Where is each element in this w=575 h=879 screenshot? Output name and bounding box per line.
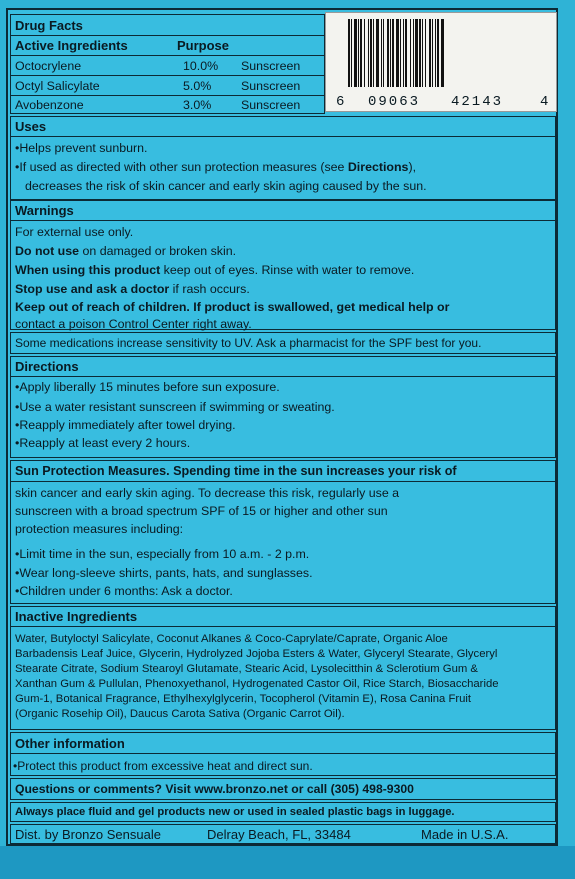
do-not-use-label: Do not use xyxy=(15,244,80,258)
barcode-bar xyxy=(373,19,374,87)
luggage-row xyxy=(10,802,556,822)
barcode-bar xyxy=(410,19,411,87)
warning-text: keep out of eyes. Rinse with water to remove. xyxy=(160,263,415,277)
barcode-bar xyxy=(400,19,401,87)
other-info-line: •Protect this product from excessive heat and direct sun. xyxy=(13,759,313,773)
barcode-bar xyxy=(429,19,431,87)
barcode-bar xyxy=(403,19,404,87)
barcode-bar xyxy=(370,19,372,87)
barcode-digits-group1: 09063 xyxy=(368,94,421,110)
direction-item: •Reapply at least every 2 hours. xyxy=(15,436,191,450)
inactive-line: (Organic Rosehip Oil), Daucus Carota Sativa (Organic Carrot Oil). xyxy=(15,708,345,720)
stop-use-label: Stop use and ask a doctor xyxy=(15,282,170,296)
barcode-bar xyxy=(413,19,414,87)
active-ingredients-table xyxy=(10,14,325,114)
keep-out-warning: Keep out of reach of children. If product is swallowed, get medical help or xyxy=(15,300,450,314)
sun-protection-item: •Limit time in the sun, especially from 10 a.m. - 2 p.m. xyxy=(15,547,310,561)
warning-line xyxy=(15,264,414,276)
warnings-section xyxy=(10,200,556,330)
barcode-bar xyxy=(358,19,359,87)
barcode-digits-group2: 42143 xyxy=(451,94,504,110)
barcode-bar xyxy=(425,19,426,87)
warning-text: on damaged or broken skin. xyxy=(79,244,237,258)
uses-line: decreases the risk of skin cancer and early skin aging caused by the sun. xyxy=(25,179,427,193)
uses-line xyxy=(15,161,416,173)
sun-protection-line: sunscreen with a broad spectrum SPF of 15 or higher and other sun xyxy=(15,504,388,518)
warning-line: For external use only. xyxy=(15,225,134,239)
sun-protection-line: skin cancer and early skin aging. To decrease this risk, regularly use a xyxy=(15,486,400,500)
ingredient-purpose: Sunscreen xyxy=(241,79,301,93)
barcode-bar xyxy=(422,19,423,87)
warning-line: contact a poison Control Center right away. xyxy=(15,317,252,331)
barcode-bar xyxy=(419,19,421,87)
ingredient-percent: 5.0% xyxy=(183,79,212,93)
barcode-bar xyxy=(390,19,391,87)
other-info-heading: Other information xyxy=(15,736,125,751)
when-using-label: When using this product xyxy=(15,263,161,277)
barcode-bar xyxy=(392,19,394,87)
ingredient-purpose: Sunscreen xyxy=(241,98,301,112)
barcode-bar xyxy=(381,19,382,87)
luggage-text: Always place fluid and gel products new or used in sealed plastic bags in luggage. xyxy=(15,806,455,818)
barcode-bar xyxy=(360,19,362,87)
directions-section xyxy=(10,356,556,458)
barcode-bar xyxy=(368,19,369,87)
ingredient-name: Octyl Salicylate xyxy=(15,79,100,93)
sun-protection-heading: Sun Protection Measures. Spending time in the sun increases your risk of xyxy=(15,464,457,478)
barcode-bar xyxy=(351,19,352,87)
sun-protection-item: •Children under 6 months: Ask a doctor. xyxy=(15,584,233,598)
drug-facts-title: Drug Facts xyxy=(15,18,83,33)
packaging-edge xyxy=(0,846,575,879)
barcode-digit-left: 6 xyxy=(336,94,345,110)
ingredient-name: Octocrylene xyxy=(15,59,82,73)
sensitivity-text: Some medications increase sensitivity to UV. Ask a pharmacist for the SPF best for you. xyxy=(15,336,482,350)
uses-section xyxy=(10,116,556,200)
ingredient-purpose: Sunscreen xyxy=(241,59,301,73)
made-in-label: Made in U.S.A. xyxy=(421,827,509,842)
barcode-bar xyxy=(396,19,399,87)
barcode-bar xyxy=(441,19,444,87)
ingredient-percent: 3.0% xyxy=(183,98,212,112)
purpose-header: Purpose xyxy=(177,38,230,53)
distributor-city: Delray Beach, FL, 33484 xyxy=(207,827,351,842)
directions-reference: Directions xyxy=(347,160,409,174)
distributor-row xyxy=(10,824,556,844)
direction-item: •Use a water resistant sunscreen if swimming or sweating. xyxy=(15,400,335,414)
inactive-line: Barbadensis Leaf Juice, Glycerin, Hydrolyzed Jojoba Esters & Water, Glyceryl Stearate, Glyceryl xyxy=(15,648,498,660)
barcode xyxy=(325,12,557,112)
sun-protection-section xyxy=(10,460,556,604)
ingredient-name: Avobenzone xyxy=(15,98,84,112)
barcode-bar xyxy=(364,19,365,87)
uses-text: ), xyxy=(408,160,417,174)
uses-heading: Uses xyxy=(15,119,47,134)
warnings-heading: Warnings xyxy=(15,203,74,218)
barcode-bar xyxy=(432,19,433,87)
uses-text: •If used as directed with other sun protection measures (see xyxy=(15,160,348,174)
barcode-bar xyxy=(354,19,357,87)
barcode-bar xyxy=(387,19,389,87)
barcode-digit-right: 4 xyxy=(540,94,549,110)
questions-row xyxy=(10,778,556,800)
inactive-line: Water, Butyloctyl Salicylate, Coconut Alkanes & Coco-Caprylate/Caprate, Organic Aloe xyxy=(15,633,448,645)
drug-facts-panel xyxy=(6,8,558,846)
barcode-bar xyxy=(405,19,407,87)
sun-protection-line: protection measures including: xyxy=(15,522,184,536)
other-information-section xyxy=(10,732,556,776)
barcode-bar xyxy=(435,19,436,87)
inactive-heading: Inactive Ingredients xyxy=(15,609,138,624)
direction-item: •Reapply immediately after towel drying. xyxy=(15,418,236,432)
ingredient-percent: 10.0% xyxy=(183,59,219,73)
barcode-bar xyxy=(376,19,379,87)
questions-text: Questions or comments? Visit www.bronzo.net or call (305) 498-9300 xyxy=(15,782,414,796)
inactive-ingredients-section xyxy=(10,606,556,730)
barcode-bar xyxy=(348,19,350,87)
active-ingredients-header: Active Ingredients xyxy=(15,38,128,53)
warning-line xyxy=(15,283,250,295)
sensitivity-notice xyxy=(10,332,556,354)
warning-line xyxy=(15,245,236,257)
sun-protection-item: •Wear long-sleeve shirts, pants, hats, and sunglasses. xyxy=(15,566,313,580)
directions-heading: Directions xyxy=(15,359,79,374)
barcode-bars xyxy=(348,19,536,87)
uses-line: •Helps prevent sunburn. xyxy=(15,141,148,155)
barcode-bar xyxy=(415,19,418,87)
inactive-line: Gum-1, Botanical Fragrance, Ethylhexylglycerin, Tocopherol (Vitamin E), Rosa Canina Fruit xyxy=(15,693,472,705)
inactive-line: Stearate Citrate, Sodium Stearoyl Glutamate, Stearic Acid, Lysolecitthin & Sclerotium Gum & xyxy=(15,663,478,675)
direction-item: •Apply liberally 15 minutes before sun exposure. xyxy=(15,380,280,394)
barcode-bar xyxy=(437,19,439,87)
inactive-line: Xanthan Gum & Pullulan, Phenoxyethanol, Hydrogenated Castor Oil, Rice Starch, Biosaccharide xyxy=(15,678,499,690)
distributor-name: Dist. by Bronzo Sensuale xyxy=(15,827,161,842)
barcode-bar xyxy=(383,19,384,87)
warning-text: if rash occurs. xyxy=(169,282,250,296)
